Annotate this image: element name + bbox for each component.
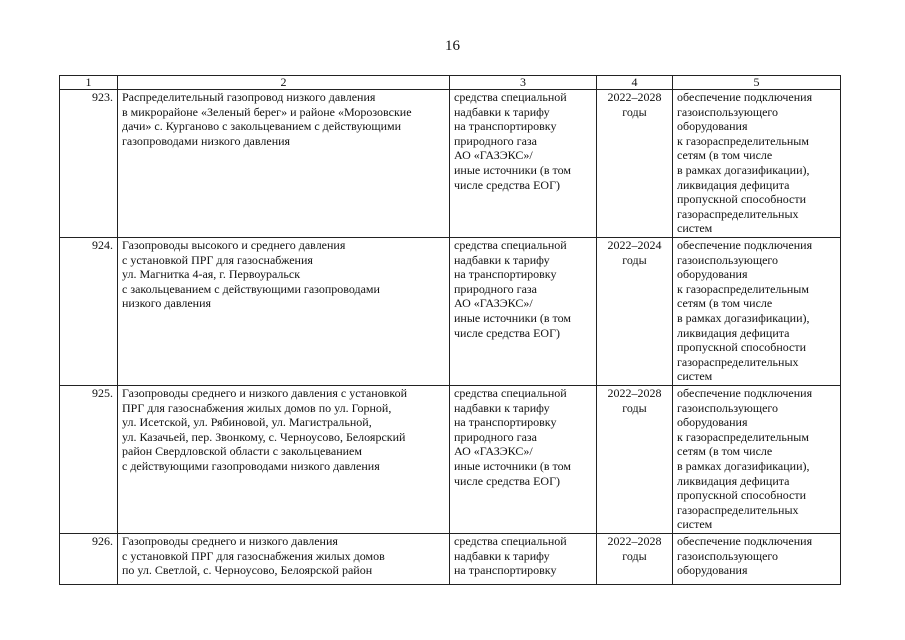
table-row (60, 238, 841, 386)
table-row (60, 386, 841, 534)
purpose: обеспечение подключения газоиспользующего оборудования к газораспределительным сетям (в том числе в рамках догазификации), ликвидация дефицита пропускной способности газораспределительных систем (673, 90, 841, 238)
table-row (60, 90, 841, 238)
funding-source: средства специальной надбавки к тарифу на транспортировку природного газа АО «ГАЗЭКС»/ иные источники (в том числе средства ЕОГ) (450, 90, 597, 238)
row-number: 924. (60, 238, 118, 386)
funding-source: средства специальной надбавки к тарифу на транспортировку природного газа АО «ГАЗЭКС»/ иные источники (в том числе средства ЕОГ) (450, 238, 597, 386)
purpose: обеспечение подключения газоиспользующего оборудования (673, 534, 841, 585)
object-name: Газопроводы среднего и низкого давления с установкой ПРГ для газоснабжения жилых домов по ул. Горной, ул. Исетской, ул. Рябиновой, ул. Магистральной, ул. Казачьей, пер. Звонкому, с. Черноусово, Белоярский район Свердловской области с закольцеванием с действующими газопроводами низкого давления (118, 386, 450, 534)
row-number: 926. (60, 534, 118, 585)
header-row (60, 76, 841, 90)
object-name: Газопроводы среднего и низкого давления с установкой ПРГ для газоснабжения жилых домов по ул. Светлой, с. Черноусово, Белоярской район (118, 534, 450, 585)
column-header-5: 5 (673, 76, 841, 90)
purpose: обеспечение подключения газоиспользующего оборудования к газораспределительным сетям (в том числе в рамках догазификации), ликвидация дефицита пропускной способности газораспределительных систем (673, 386, 841, 534)
implementation-term: 2022–2028 годы (597, 534, 673, 585)
page-number: 16 (445, 38, 460, 54)
column-header-1: 1 (60, 76, 118, 90)
column-header-4: 4 (597, 76, 673, 90)
funding-source: средства специальной надбавки к тарифу на транспортировку (450, 534, 597, 585)
table-row (60, 534, 841, 585)
funding-source: средства специальной надбавки к тарифу на транспортировку природного газа АО «ГАЗЭКС»/ иные источники (в том числе средства ЕОГ) (450, 386, 597, 534)
purpose: обеспечение подключения газоиспользующего оборудования к газораспределительным сетям (в том числе в рамках догазификации), ликвидация дефицита пропускной способности газораспределительных систем (673, 238, 841, 386)
projects-table (59, 75, 841, 585)
column-header-3: 3 (450, 76, 597, 90)
implementation-term: 2022–2028 годы (597, 90, 673, 238)
row-number: 925. (60, 386, 118, 534)
row-number: 923. (60, 90, 118, 238)
column-header-2: 2 (118, 76, 450, 90)
implementation-term: 2022–2028 годы (597, 386, 673, 534)
implementation-term: 2022–2024 годы (597, 238, 673, 386)
object-name: Газопроводы высокого и среднего давления с установкой ПРГ для газоснабжения ул. Магнитка 4-ая, г. Первоуральск с закольцеванием с действующими газопроводами низкого давления (118, 238, 450, 386)
object-name: Распределительный газопровод низкого давления в микрорайоне «Зеленый берег» и районе «Морозовские дачи» с. Курганово с закольцеванием с действующими газопроводами низкого давления (118, 90, 450, 238)
